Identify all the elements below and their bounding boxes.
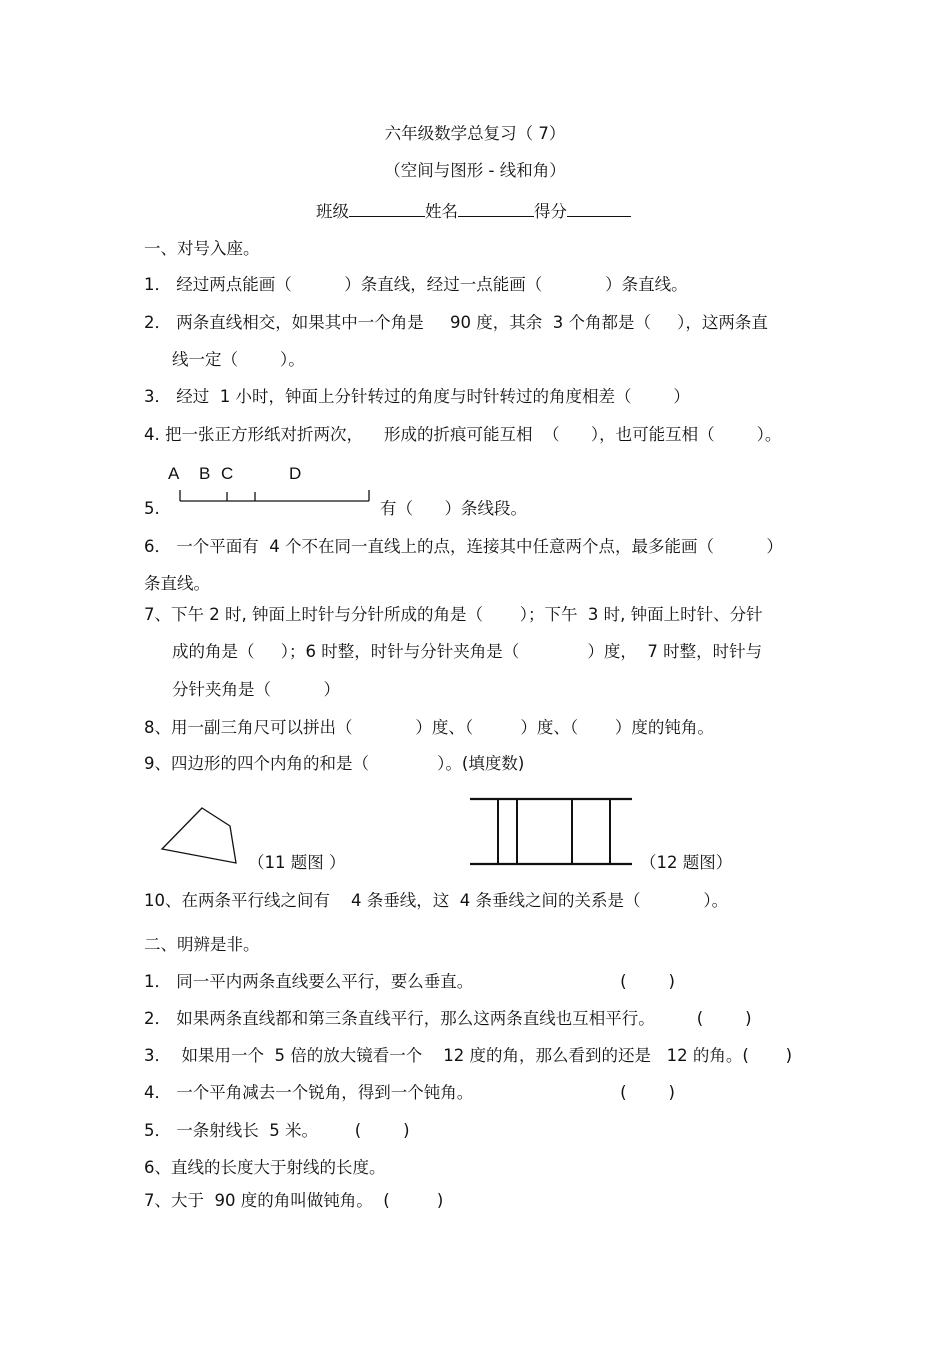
question-2-line-2: 线一定（ ）。 [172,350,305,369]
question-6-line-1: 6． 一个平面有 4 个不在同一直线上的点，连接其中任意两个点，最多能画（ ） [144,537,783,556]
question-5-text: 有（ ）条线段。 [380,499,527,518]
page-title: 六年级数学总复习（ 7） [384,124,566,143]
class-label: 班级 [316,202,349,221]
question-10: 10、在两条平行线之间有 4 条垂线，这 4 条垂线之间的关系是（ ）。 [144,891,729,910]
question-4: 4. 把一张正方形纸对折两次， 形成的折痕可能互相 （ ），也可能互相（ ）。 [144,425,782,444]
question-7-line-3: 分针夹角是（ ） [172,680,340,699]
name-label: 姓名 [425,202,458,221]
section-1-heading: 一、对号入座。 [144,239,260,258]
figure-11-caption: （11 题图 ） [248,853,346,872]
question-2-line-1: 2． 两条直线相交，如果其中一个角是 90 度，其余 3 个角都是（ ），这两条直 [144,313,768,332]
point-label-c: C [221,464,234,483]
question-5-number: 5. [144,499,160,518]
question-6-line-2: 条直线。 [144,574,210,593]
judgement-5: 5． 一条射线长 5 米。 ( ) [144,1121,410,1140]
judgement-2: 2． 如果两条直线都和第三条直线平行，那么这两条直线也互相平行。 ( ) [144,1009,752,1028]
judgement-3: 3． 如果用一个 5 倍的放大镜看一个 12 度的角，那么看到的还是 12 的角。( ) [144,1046,793,1065]
question-8: 8、用一副三角尺可以拼出（ ）度、（ ）度、（ ）度的钝角。 [144,718,714,737]
point-label-b: B [199,464,211,483]
judgement-1: 1． 同一平内两条直线要么平行，要么垂直。 ( ) [144,972,675,991]
judgement-4: 4． 一个平角减去一个锐角，得到一个钝角。 ( ) [144,1083,675,1102]
question-3: 3． 经过 1 小时，钟面上分针转过的角度与时针转过的角度相差（ ） [144,387,690,406]
question-7-line-2: 成的角是（ ）；6 时整，时针与分针夹角是（ ）度， 7 时整，时针与 [172,642,763,661]
page-subtitle: （空间与图形 - 线和角） [384,161,566,180]
score-label: 得分 [534,202,567,221]
question-1: 1． 经过两点能画（ ）条直线，经过一点能画（ ）条直线。 [144,275,688,294]
figure-12-caption: （12 题图） [640,853,733,872]
question-7-line-1: 7、下午 2 时, 钟面上时针与分针所成的角是（ ）；下午 3 时, 钟面上时针、分针 [144,605,763,624]
section-2-heading: 二、明辨是非。 [144,935,260,954]
point-label-d: D [289,464,302,483]
question-9: 9、四边形的四个内角的和是（ ）。(填度数) [144,754,525,773]
judgement-7: 7、大于 90 度的角叫做钝角。 ( ) [144,1191,444,1210]
point-label-a: A [168,464,180,483]
judgement-6: 6、直线的长度大于射线的长度。 [144,1158,386,1177]
